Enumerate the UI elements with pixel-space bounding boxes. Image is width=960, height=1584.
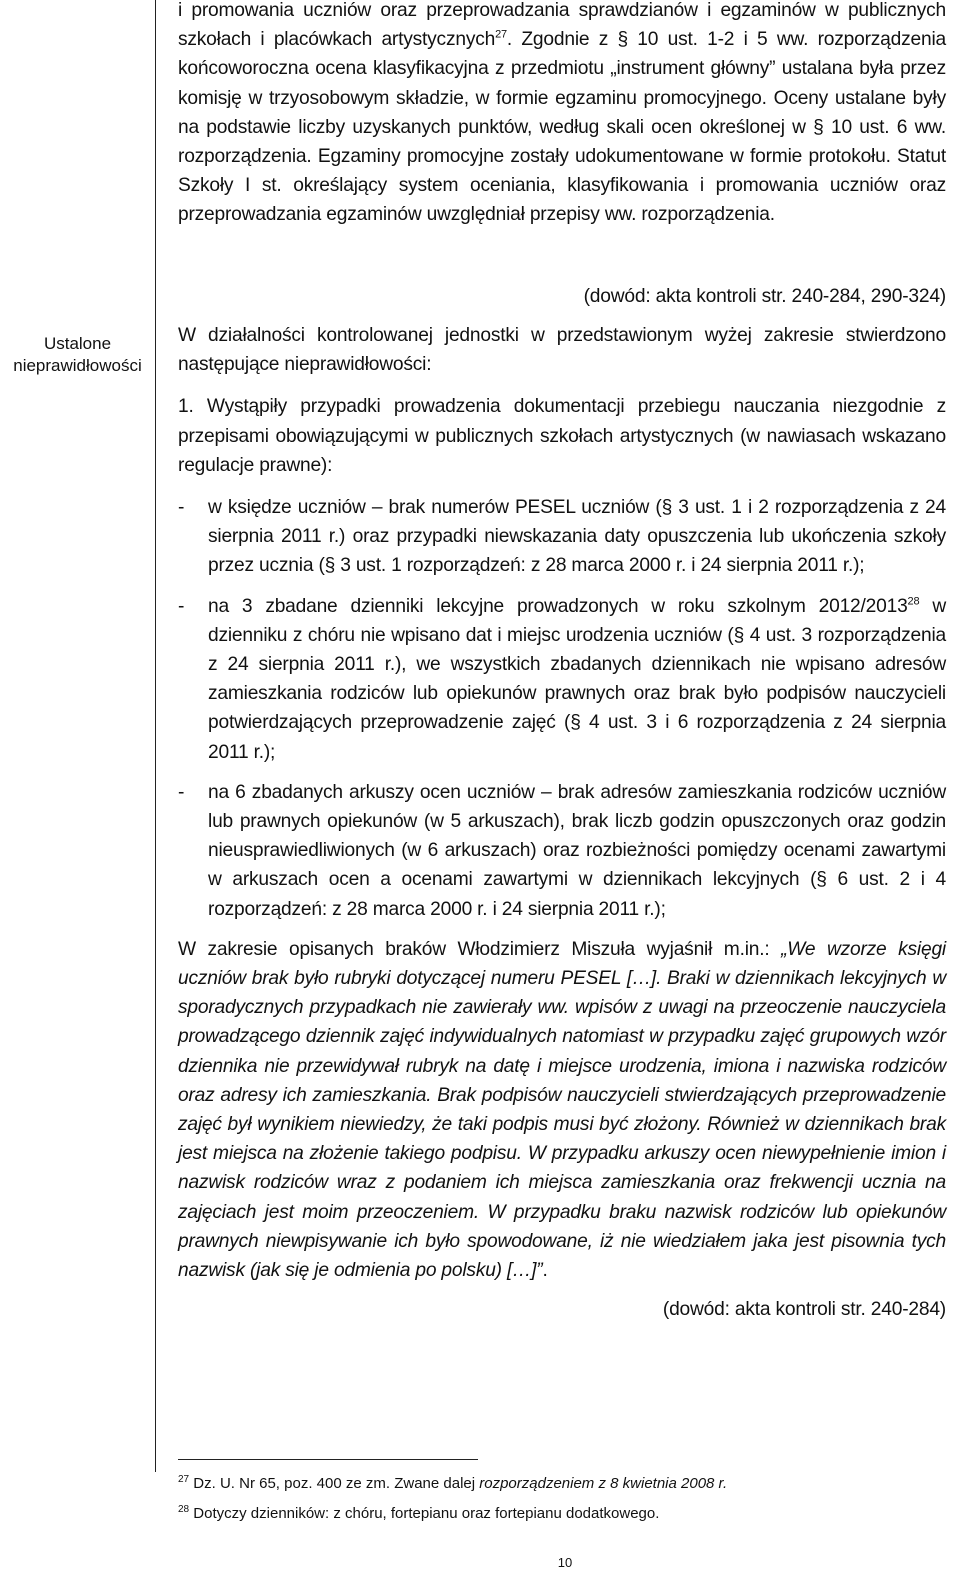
finding-bullet — [178, 592, 946, 767]
footnotes — [178, 1472, 938, 1532]
top-section — [178, 0, 946, 230]
footnote-text-italic: rozporządzeniem z 8 kwietnia 2008 r. — [479, 1475, 728, 1492]
finding-bullet — [178, 778, 946, 924]
paragraph-text: i promowania uczniów oraz przeprowadzania sprawdzianów i egzaminów w publicznych szkołach i placówkach artystycznych — [178, 0, 946, 51]
sidebar-label-line2: nieprawidłowości — [13, 356, 142, 375]
explanation-intro: W zakresie opisanych braków Włodzimierz Miszuła wyjaśnił m.in.: — [178, 938, 782, 960]
page-number: 10 — [557, 1555, 573, 1570]
footnote-number: 27 — [178, 1474, 190, 1485]
footnote — [178, 1472, 938, 1496]
explanation-paragraph — [178, 935, 946, 1285]
sidebar-section-label — [0, 333, 155, 377]
findings-intro: W działalności kontrolowanej jednostki w przedstawionym wyżej zakresie stwierdzono następujące nieprawidłowości: — [178, 325, 946, 376]
finding-bullet — [178, 493, 946, 581]
bullet-text-part: w księdze uczniów – brak numerów PESEL uczniów (§ 3 ust. 1 i 2 rozporządzenia z 24 sierpnia 2011 r.) oraz przypadki niewskazania daty opuszczenia lub ukończenia szkoły przez ucznia (§ 3 ust. 1 rozporządzeń: z 28 marca 2000 r. i 24 sierpnia 2011 r.); — [208, 497, 946, 577]
footnote-ref: 28 — [907, 595, 920, 608]
bullet-dash: - — [178, 595, 185, 617]
bullet-text — [208, 778, 946, 924]
column-divider — [155, 0, 156, 1472]
bullet-text — [208, 493, 946, 581]
bullet-dash: - — [178, 781, 185, 803]
finding-item-1: 1. Wystąpiły przypadki prowadzenia dokumentacji przebiegu nauczania niezgodnie z przepisami obowiązującymi w publicznych szkołach artystycznych (w nawiasach wskazano regulacje prawne): — [178, 396, 946, 476]
explanation-end: . — [542, 1260, 548, 1282]
paragraph-text: . Zgodnie z § 10 ust. 1-2 i 5 ww. rozporządzenia końcoworoczna ocena klasyfikacyjna z przedmiotu „instrument główny” ustalana była przez komisję w trzyosobowym składzie, w formie egzaminu promocyjnego. Oceny ustalane były na podstawie liczby uzyskanych punktów, według skali ocen określonej w § 10 ust. 6 ww. rozporządzenia. Egzaminy promocyjne zostały udokumentowane w formie protokołu. Statut Szkoły I st. określający system oceniania, klasyfikowania i promowania uczniów oraz przeprowadzania egzaminów uwzględniał przepisy ww. rozporządzenia. — [178, 29, 946, 226]
bullet-text-part: na 3 zbadane dzienniki lekcyjne prowadzonych w roku szkolnym 2012/2013 — [208, 595, 908, 617]
footnote-text: Dotyczy dzienników: z chóru, fortepianu oraz fortepianu dodatkowego. — [189, 1505, 660, 1522]
continuation-paragraph — [178, 0, 946, 230]
evidence-reference: (dowód: akta kontroli str. 240-284) — [662, 1299, 946, 1321]
bullet-text-part: w dzienniku z chóru nie wpisano dat i miejsc urodzenia uczniów (§ 4 ust. 3 rozporządzenia z 24 sierpnia 2011 r.), we wszystkich zbadanych dziennikach nie wpisano adresów zamieszkania rodziców lub opiekunów prawnych oraz brak było podpisów nauczycieli potwierdzających przeprowadzenie zajęć (§ 4 ust. 3 i 6 rozporządzenia z 24 sierpnia 2011 r.); — [208, 595, 946, 763]
top-evidence — [178, 282, 946, 311]
evidence-reference: (dowód: akta kontroli str. 240-284, 290-324) — [583, 286, 946, 307]
bullet-text — [208, 592, 946, 767]
bullet-text-part: na 6 zbadanych arkuszy ocen uczniów – brak adresów zamieszkania rodziców uczniów lub prawnych opiekunów (w 5 arkuszach), brak liczb godzin opuszczonych oraz godzin nieusprawiedliwionych (w 6 arkuszach) oraz rozbieżności pomiędzy ocenami zawartymi w arkuszach ocen a ocenami zawartymi w dziennikach lekcyjnych (§ 6 ust. 2 i 4 rozporządzeń: z 28 marca 2000 r. i 24 sierpnia 2011 r.); — [208, 781, 946, 920]
footnote — [178, 1502, 938, 1526]
sidebar-label-line1: Ustalone — [43, 334, 112, 353]
footnote-number: 28 — [178, 1504, 190, 1515]
footnote-ref: 27 — [495, 28, 507, 41]
findings-section — [178, 321, 946, 1325]
footnote-text: Dz. U. Nr 65, poz. 400 ze zm. Zwane dalej — [189, 1475, 480, 1492]
bullet-dash: - — [178, 497, 185, 519]
footnote-separator — [178, 1459, 478, 1460]
explanation-quote: „We wzorze księgi uczniów brak było rubryki dotyczącej numeru PESEL […]. Braki w dziennikach lekcyjnych w sporadycznych przypadkach nie zawierały ww. wpisów z uwagi na przeoczenie nauczyciela prowadzącego dziennik zajęć indywidualnych natomiast w przypadku zajęć grupowych wzór dziennika nie przewidywał rubryk na datę i miejsce urodzenia, imiona i nazwiska rodziców oraz adresy ich zamieszkania. Brak podpisów nauczycieli stwierdzających przeprowadzenie zajęć był wynikiem niewiedzy, że taki podpis musi być złożony. Również w dziennikach brak jest miejsca na złożenie takiego podpisu. W przypadku arkuszy ocen niewypełnienie imion i nazwisk rodziców wraz z podaniem ich miejsca zamieszkania oraz frekwencji ucznia na zajęciach jest moim przeoczeniem. W przypadku braku nazwisk rodziców lub opiekunów prawnych niewpisywanie ich było spowodowane, iż nie wiedziałem jaka jest pisownia tych nazwisk (jak się je odmienia po polsku) […]” — [178, 938, 946, 1282]
